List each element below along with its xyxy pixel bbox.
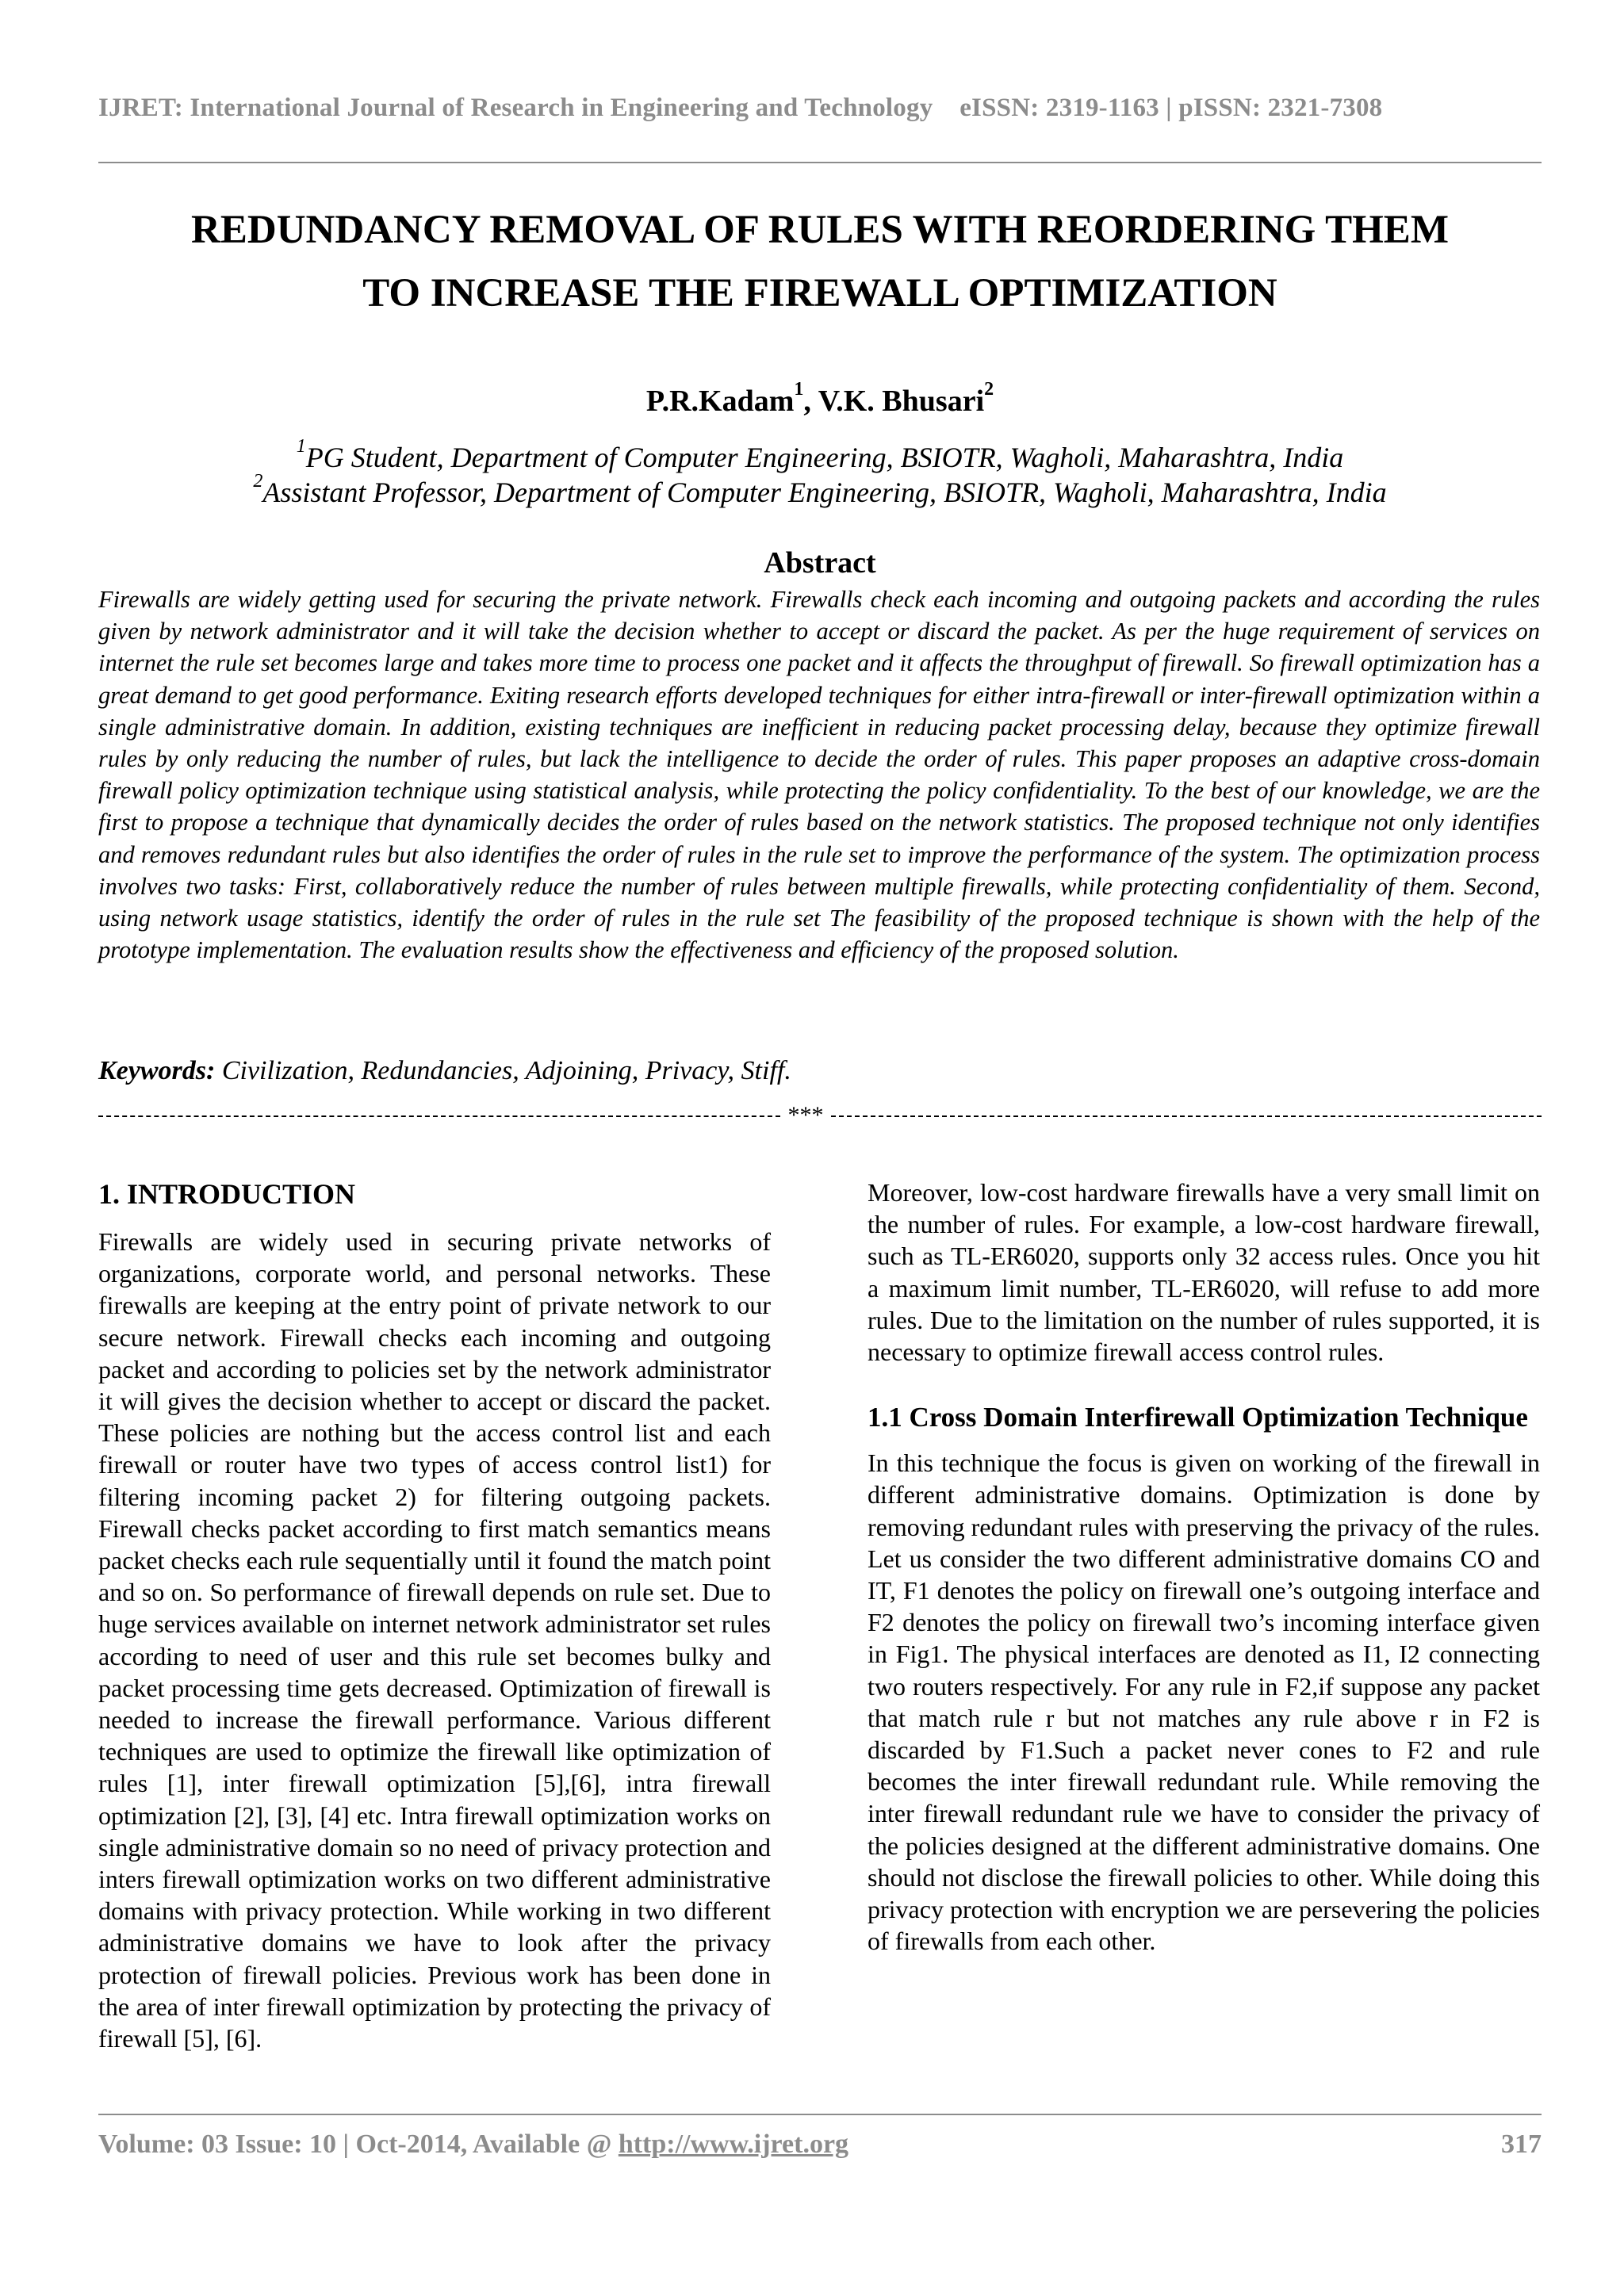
author-superscript: 1 xyxy=(794,379,804,400)
page-number: 317 xyxy=(1501,2130,1542,2159)
author-name: V.K. Bhusari xyxy=(818,385,985,418)
separator-dash-right xyxy=(831,1115,1542,1117)
author-name: P.R.Kadam xyxy=(645,385,795,418)
keywords xyxy=(98,1056,1540,1086)
header-rule xyxy=(98,162,1542,163)
intro-paragraph: Firewalls are widely used in securing private networks of organizations, corporate world, and personal networks. These firewalls are keeping at the entry point of private network to our secure network. Firewall checks each incoming and outgoing packet and according to policies set by the network administrator it will gives the decision whether to accept or discard the packet. These policies are nothing but the access control list and each firewall or router have two types of access control list1) for filtering incoming packet 2) for filtering outgoing packets. Firewall checks packet according to first match semantics means packet checks each rule sequentially until it found the match point and so on. So performance of firewall depends on rule set. Due to huge services available on internet network administrator set rules according to need of user and this rule set becomes bulky and packet processing time gets decreased. Optimization of firewall is needed to increase the firewall performance. Various different techniques are used to optimize the firewall like optimization of rules [1], inter firewall optimization [5],[6], intra firewall optimization [2], [3], [4] etc. Intra firewall optimization works on single administrative domain so no need of privacy protection and inters firewall optimization works on two different administrative domains with privacy protection. While working in two different administrative domains we have to look after the privacy protection of firewall policies. Previous work has been done in the area of inter firewall optimization by protecting the privacy of firewall [5], [6]. xyxy=(98,1227,771,2053)
affiliation-superscript: 2 xyxy=(253,471,263,492)
keywords-label: Keywords: xyxy=(98,1056,216,1085)
intro-heading: 1. INTRODUCTION xyxy=(98,1178,356,1210)
subsection-heading: 1.1 Cross Domain Interfirewall Optimization Technique xyxy=(868,1402,1528,1433)
affiliation-1 xyxy=(98,436,1542,474)
separator-stars: *** xyxy=(787,1102,824,1128)
paper-title xyxy=(98,198,1542,325)
running-head: IJRET: International Journal of Research in Engineering and Technology eISSN: 2319-1163 | pISSN: 2321-7308 xyxy=(98,94,1383,122)
right-paragraph-2: In this technique the focus is given on working of the firewall in different administrative domains. Optimization is done by removing redundant rules with preserving the privacy of the rules. Let us consider the two different administrative domains CO and IT, F1 denotes the policy on firewall one’s outgoing interface and F2 denotes the policy on firewall two’s incoming interface given in Fig1. The physical interfaces are denoted as I1, I2 connecting two routers respectively. For any rule in F2,if suppose any packet that match rule r but not matches any rule above r in F2 is discarded by F1.Such a packet never cones to F2 and rule becomes the inter firewall redundant rule. While removing the inter firewall redundant rule we have to consider the privacy of the policies designed at the different administrative domains. One should not disclose the firewall policies to other. While doing this privacy protection with encryption we are persevering the policies of firewalls from each other. xyxy=(868,1448,1540,1956)
right-column xyxy=(868,1177,1540,1957)
footer xyxy=(98,2130,1542,2160)
abstract-heading: Abstract xyxy=(764,546,876,580)
right-paragraph-1: Moreover, low-cost hardware firewalls have a very small limit on the number of rules. For example, a low-cost hardware firewall, such as TL-ER6020, supports only 32 access rules. Once you hit a maximum limit number, TL-ER6020, will refuse to add more rules. Due to the limitation on the number of rules supported, it is necessary to optimize firewall access control rules. xyxy=(868,1178,1540,1367)
affiliation-superscript: 1 xyxy=(296,436,306,457)
separator-dash-left xyxy=(98,1115,780,1117)
section-separator xyxy=(98,1104,1542,1127)
footer-text: Volume: 03 Issue: 10 | Oct-2014, Available @ xyxy=(98,2130,619,2159)
affiliation-2 xyxy=(98,471,1542,509)
footer-rule xyxy=(98,2114,1542,2115)
title-line-2: TO INCREASE THE FIREWALL OPTIMIZATION xyxy=(362,271,1277,316)
keywords-text: Civilization, Redundancies, Adjoining, Privacy, Stiff. xyxy=(215,1056,791,1085)
footer-link[interactable]: http://www.ijret.org xyxy=(618,2130,849,2159)
title-line-1: REDUNDANCY REMOVAL OF RULES WITH REORDERING THEM xyxy=(191,208,1449,252)
author-superscript: 2 xyxy=(984,379,994,400)
abstract-body: Firewalls are widely getting used for securing the private network. Firewalls check each incoming and outgoing packets and according the rules given by network administrator and it will take the decision whether to accept or discard the packet. As per the huge requirement of services on internet the rule set becomes large and takes more time to process one packet and it affects the throughput of firewall. So firewall optimization has a great demand to get good performance. Exiting research efforts developed techniques for either intra-firewall or inter-firewall optimization within a single administrative domain. In addition, existing techniques are inefficient in reducing packet processing delay, because they optimize firewall rules by only reducing the number of rules, but lack the intelligence to decide the order of rules. This paper proposes an adaptive cross-domain firewall policy optimization technique using statistical analysis, while protecting the policy confidentiality. To the best of our knowledge, we are the first to propose a technique that dynamically decides the order of rules based on the network statistics. The proposed technique not only identifies and removes redundant rules but also identifies the order of rules in the rule set to improve the performance of the system. The optimization process involves two tasks: First, collaboratively reduce the number of rules between multiple firewalls, while protecting confidentiality of them. Second, using network usage statistics, identify the order of rules in the rule set The feasibility of the proposed technique is shown with the help of the prototype implementation. The evaluation results show the effectiveness and efficiency of the proposed solution. xyxy=(98,586,1540,964)
affiliation-text: Assistant Professor, Department of Computer Engineering, BSIOTR, Wagholi, Maharashtra, India xyxy=(262,476,1387,508)
affiliation-text: PG Student, Department of Computer Engineering, BSIOTR, Wagholi, Maharashtra, India xyxy=(305,442,1344,473)
author-separator: , xyxy=(803,385,818,418)
left-column xyxy=(98,1177,771,2054)
author-list xyxy=(98,379,1542,419)
